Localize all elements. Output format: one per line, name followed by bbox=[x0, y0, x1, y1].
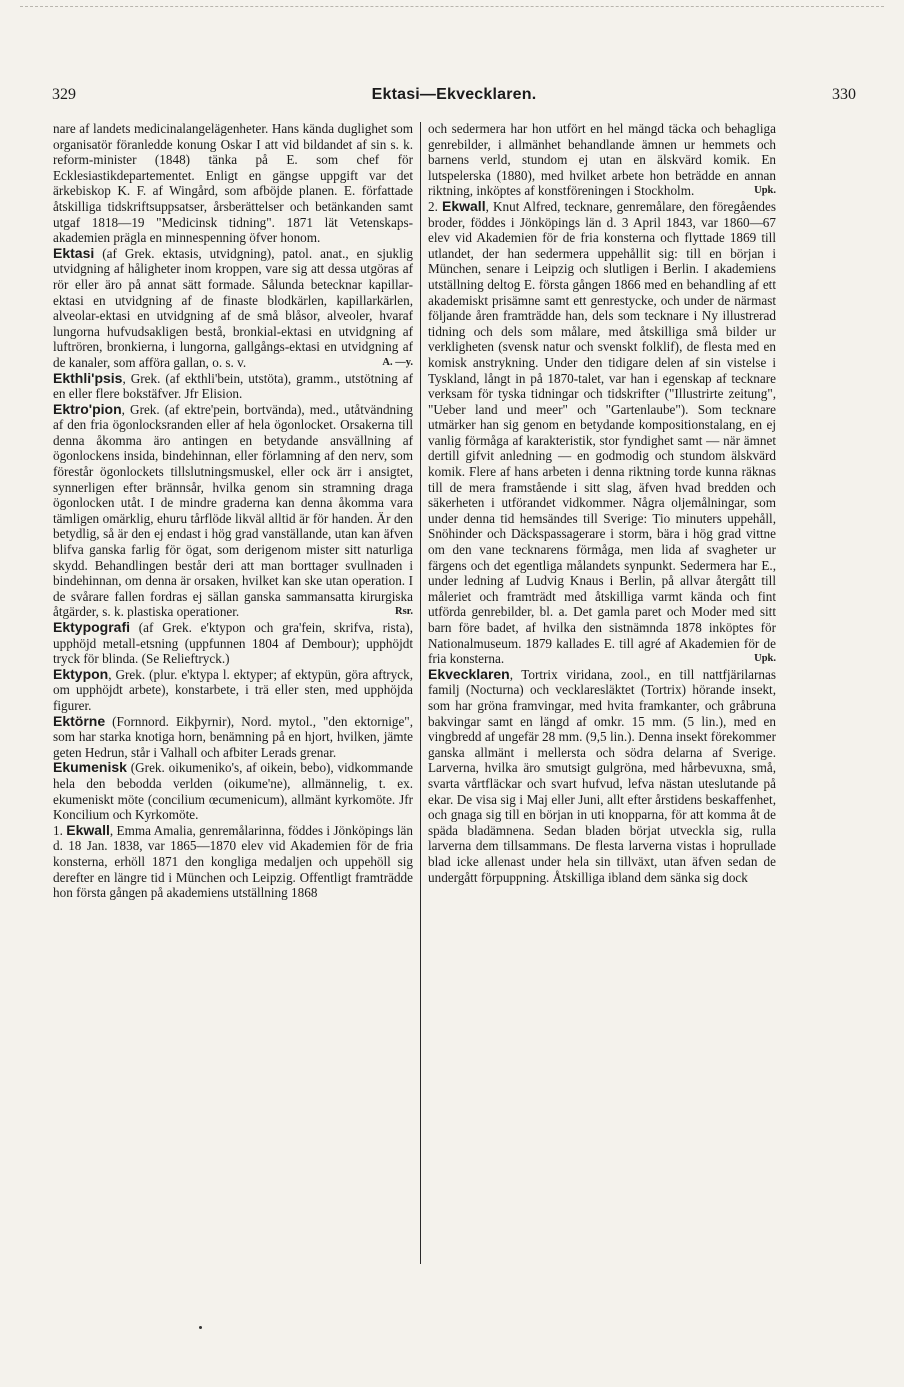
page-number-left: 329 bbox=[52, 86, 76, 103]
right-column bbox=[428, 121, 776, 1361]
entry-headword: Ektasi bbox=[53, 244, 95, 261]
dictionary-entry bbox=[53, 667, 413, 714]
running-title: Ektasi—Ekvecklaren. bbox=[371, 86, 537, 103]
author-signature: Upk. bbox=[754, 185, 776, 197]
entry-text: , Grek. (af ekthli'bein, utstöta), gramm., utstötning af en eller flere bokstäfver. Jfr Elision. bbox=[53, 370, 413, 402]
left-column bbox=[53, 121, 413, 1361]
dictionary-entry bbox=[428, 667, 776, 885]
entry-text: , Grek. (plur. e'ktypa l. ektyper; af ektypün, göra aftryck, om upphöjdt arbete), konstarbete, i trä eller sten, med upphöjda figurer. bbox=[53, 666, 413, 713]
dictionary-entry bbox=[53, 714, 413, 761]
author-signature: A. —y. bbox=[382, 356, 413, 368]
ink-speck bbox=[199, 1326, 202, 1329]
author-signature: Rsr. bbox=[395, 606, 413, 618]
entry-text: och sedermera har hon utfört en hel mängd täcka och behagliga genrebilder, i allmänhet behandlande ämnen ur hemmets och barnens verld, stundom ej utan en älskvärd komik. En lutspelerska (1880), med hvilket arbete hon beträdde en annan riktning, inköptes af konstföreningen i Stockholm. bbox=[428, 121, 776, 199]
author-signature: Upk. bbox=[754, 653, 776, 665]
dictionary-entry bbox=[53, 760, 413, 822]
entry-headword: Ektörne bbox=[53, 712, 106, 729]
dictionary-entry bbox=[53, 371, 413, 402]
entry-text: (af Grek. e'ktypon och gra'fein, skrifva, rista), upphöjd metall-etsning (uppfunnen 1804 af Dembour); upphöjdt tryck för blinda. (Se Relieftryck.) bbox=[53, 620, 413, 667]
dictionary-entry bbox=[428, 199, 776, 667]
dictionary-entry bbox=[53, 620, 413, 667]
dictionary-entry bbox=[53, 246, 413, 371]
entry-text: (af Grek. ektasis, utvidgning), patol. anat., en sjuklig utvidgning af håligheter inom kroppen, vare sig att dessa utgöras af rör eller äro på annat sätt formade. Sålunda betecknar kapillar-ektasi en utvidgning af de finaste blodkärlen, kapillarkärlen, alveolar-ektasi en utvidgning af de små blåsor, alveoler, hvaraf lungorna hufvudsakligen bestå, bronkial-ektasi en utvidgning af luftrören, bronkierna, i lungorna, gallgångs-ektasi en utvidgning af de kanaler, som afföra gallan, o. s. v. bbox=[53, 245, 413, 370]
entry-headword: Ekwall bbox=[66, 821, 110, 838]
entry-text: , Emma Amalia, genremålarinna, föddes i Jönköpings län d. 18 Jan. 1838, var 1865—1870 elev vid Akademien för de fria konsterna, erhöll 1871 den kongliga medaljen och uppehöll sig derefter en längre tid i München och Leipzig. Offentligt framträdde hon första gången på akademiens utställning 1868 bbox=[53, 822, 413, 901]
dictionary-entry bbox=[53, 823, 413, 901]
entry-headword: Ekvecklaren bbox=[428, 665, 510, 682]
dictionary-entry bbox=[428, 121, 776, 199]
dictionary-entry bbox=[53, 402, 413, 620]
entry-text: nare af landets medicinalangelägenheter. Hans kända duglighet som organisatör föranledde konung Oskar I att vid bildandet af sin s. k. reform-minister (1848) tänka på E. som chef för Ecklesiastikdepartementet. Enligt en gängse uppgift var det ärkebiskop K. F. af Wingård, som afböjde planen. E. författade åtskilliga tidskriftsuppsatser, årsberättelser och betänkanden samt utgaf 1818—19 "Medicinsk tidning". 1871 lät Vetenskaps-akademien prägla en minnespenning öfver honom. bbox=[53, 121, 413, 246]
entry-headword: Ektypografi bbox=[53, 619, 131, 635]
scan-edge-line bbox=[20, 6, 884, 7]
page-number-right: 330 bbox=[832, 86, 856, 103]
entry-text: , Knut Alfred, tecknare, genremålare, den föregåendes broder, föddes i Jönköpings län d. 3 April 1843, var 1860—67 elev vid Akademien för de fria konsterna och flyttade 1869 till utlandet, der han sedermera uppehållit sig: till en början i München, senare i Leipzig och slutligen i Berlin. I akademiens utställning deltog E. första gången 1866 med en behandling af ett akademiskt prisämne samt ett genrestycke, och under de närmast följande åren framträdde han, dels som tecknare i Ny illustrerad tidning och dels som målare, med åtskilliga små bilder ur verkligheten (svensk natur och svenskt folklif), de flesta med en komisk anstrykning. Under den tidigare delen af sin vistelse i Tyskland, långt in på 1870-talet, var han i egenskap af tecknare verksam för tyska tidningar och tidskrifter ("Illustrirte zeitung", "Ueber land und meer" och "Gartenlaube"). Som tecknare utmärker han sig genom en betydande kompositionstalang, en ej vanlig förmåga af karakteristik, stor fyndighet samt — när ämnet dertill gifvit anledning — en godmodig och stundom älskvärd komik. Flere af hans arbeten i denna riktning torde kunna räknas till de mera framstående i sitt slag, äfven hvad bredden och säkerheten i utförandet vidkommer. Några oljemålningar, som under denna tid hemsändes till Sverige: Tio minuters uppehåll, Snöhinder och Däckspassagerare i storm, bära i hög grad vittne om den vane tecknarens förmåga, men lida af svagheter ur färgens och det egentliga målandets synpunkt. Sedermera har E., under ledning af Ludvig Knaus i Berlin, på allvar återgått till måleriet och framträdt med åtskilliga varmt kända och fint utförda genrebilder, bl. a. Det gamla paret och Moder med sitt barn före badet, af hvilka den sistnämnda 1878 inköptes för Nationalmuseum. 1879 kallades E. till agré af Akademien för de fria konsterna. bbox=[428, 198, 776, 667]
dictionary-entry bbox=[53, 121, 413, 246]
page-header bbox=[52, 86, 856, 110]
entry-number: 2. bbox=[428, 198, 442, 214]
entry-text: , Grek. (af ektre'pein, bortvända), med., utåtvändning af den fria ögonlocksranden eller af hela ögonlocket. Orsakerna till denna åkomma äro antingen en betydande ansvällning af ögonlockens insida, bindehinnan, eller förlamning af den nerv, som förestår ögonlockets tillslutningsmuskel, eller ock ärr i ansigtet, synnerligen efter brännsår, hvilka genom sin stramning draga ögonlocken utåt. I de mindre graderna kan denna åkomma vara tämligen omärklig, ehuru tårflöde likväl alltid är för handen. Är den betydlig, så är den ej endast i hög grad vanställande, utan kan äfven blifva ganska farlig för ögat, som derigenom mister sitt naturliga skydd. Behandlingen består deri att man borttager svullnaden i bindehinnan, om denna är orsaken, hvilket kan ske utan operation. I de svårare fallen fordras ej sällan ganska sammansatta kirurgiska åtgärder, s. k. plastiska operationer. bbox=[53, 401, 413, 620]
entry-headword: Ekumenisk bbox=[53, 759, 127, 776]
entry-text: , Tortrix viridana, zool., en till nattfjärilarnas familj (Nocturna) och vecklaresläktet (Tortrix) hörande insekt, som har gröna framvingar, med hvita framkanter, och gråbruna bakvingar samt en längd af omkr. 15 mm. (5 lin.), med en vingbredd af ungefär 28 mm. (9,5 lin.). Denna insekt förekommer ganska allmänt i mellersta och södra delarna af Sverige. Larverna, hvilka äro smutsigt gulgröna, med hårbevuxna, små, svarta vårtfläckar och svart hufvud, lefva nästan uteslutande på ekar. De visa sig i Maj eller Juni, allt efter årstidens beskaffenhet, och gnaga sig till en början in uti knopparna, för att komma åt de späda bladämnena. Sedan bladen börjat utveckla sig, rulla larverna dem tillsammans. De flesta larverna vistas i hoprullade blad icke allenast under hela sin tillväxt, utan äfven sedan de undergått förpuppning. Åtskilliga ibland dem sänka sig dock bbox=[428, 666, 776, 885]
entry-number: 1. bbox=[53, 822, 67, 838]
entry-text: (Grek. oikumeniko's, af oikein, bebo), vidkommande hela den bebodda verlden (oikume'ne), allmännelig, t. ex. ekumeniskt möte (concilium œcumenicum), allmänt kyrkomöte. Jfr Koncilium och Kyrkomöte. bbox=[53, 760, 413, 823]
entry-text: (Fornnord. Eikþyrnir), Nord. mytol., "den ektornige", som har starka knotiga horn, benämning på en hjort, hvilken, jämte geten Hedrun, står i Valhall och afbiter Lerads grenar. bbox=[53, 713, 413, 760]
column-divider bbox=[420, 122, 421, 1264]
entry-headword: Ekwall bbox=[442, 197, 486, 214]
entry-headword: Ektro'pion bbox=[53, 400, 122, 417]
entry-headword: Ekthli'psis bbox=[53, 369, 123, 386]
entry-headword: Ektypon bbox=[53, 665, 109, 682]
